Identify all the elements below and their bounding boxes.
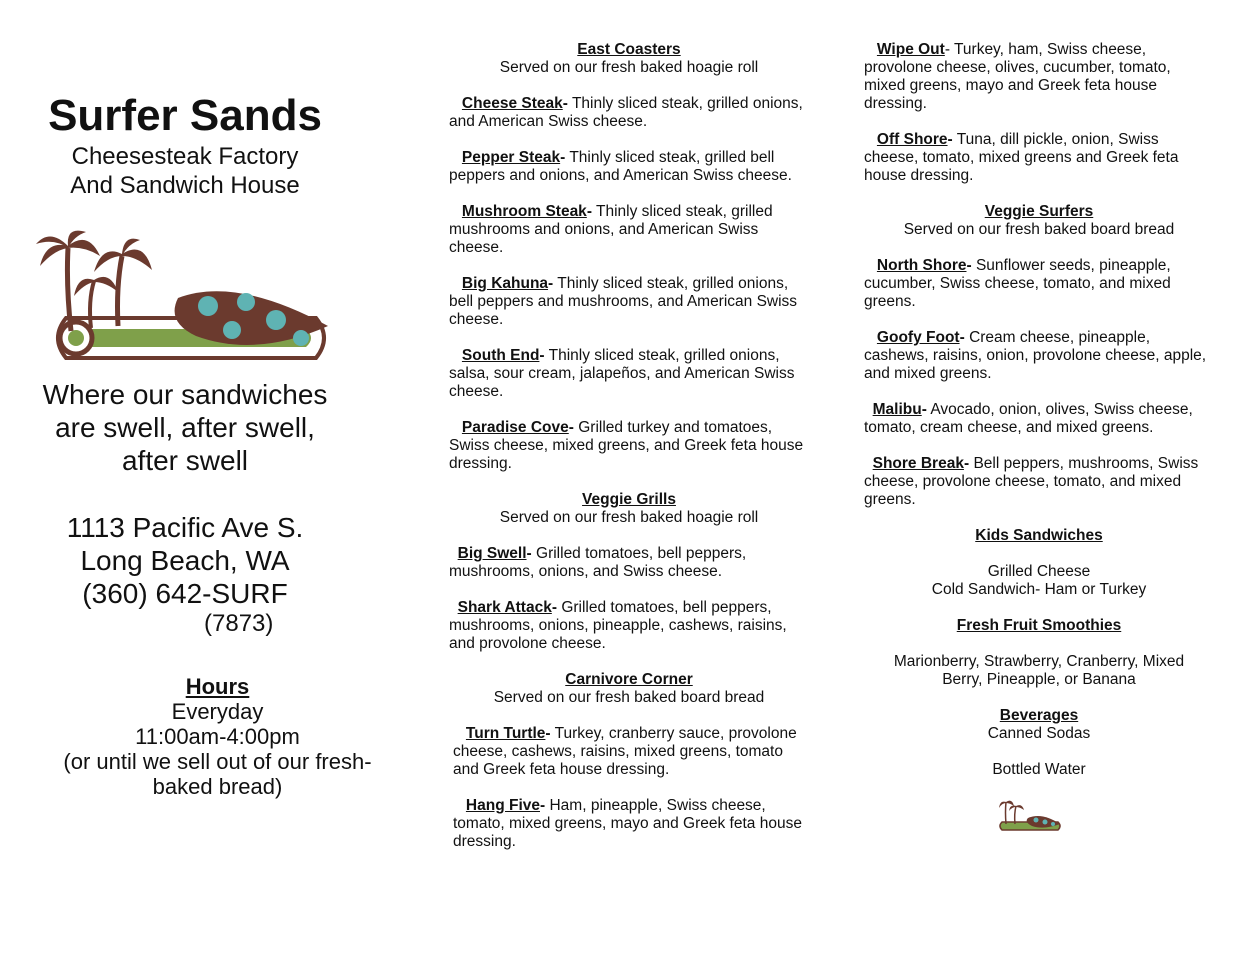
section-served-veggie-surfers: Served on our fresh baked board bread (903, 221, 1175, 238)
menu-item: North Shore- Sunflower seeds, pineapple, cucumber, Swiss cheese, tomato, and mixed greens. (864, 257, 1171, 310)
section-heading-carnivore-corner: Carnivore Corner (565, 671, 693, 688)
menu-item: Paradise Cove- Grilled turkey and tomatoes, Swiss cheese, mixed greens, and Greek feta house dressing. (449, 419, 804, 472)
menu-item: Big Kahuna- Thinly sliced steak, grilled onions, bell peppers and mushrooms, and American Swiss cheese. (449, 275, 798, 328)
menu-item: Shark Attack- Grilled tomatoes, bell peppers, mushrooms, onions, pineapple, cashews, raisins, and provolone cheese. (449, 599, 787, 652)
city-state: Long Beach, WA (80, 545, 290, 576)
menu-item-desc: Thinly sliced steak, grilled onions, and American Swiss cheese. (449, 95, 803, 130)
brand-header (20, 90, 350, 200)
street-address: 1113 Pacific Ave S. (66, 512, 304, 543)
smoothies-line-2: Berry, Pineapple, or Banana (942, 671, 1136, 688)
menu-item-desc: Bell peppers, mushrooms, Swiss cheese, provolone cheese, tomato, and mixed greens. (864, 455, 1199, 508)
menu-item-desc: Thinly sliced steak, grilled bell peppers and onions, and American Swiss cheese. (449, 149, 792, 184)
section-heading-east-coasters: East Coasters (577, 41, 681, 58)
menu-item-desc: Tuna, dill pickle, onion, Swiss cheese, tomato, mixed greens and Greek feta house dressing. (864, 131, 1179, 184)
menu-item: South End- Thinly sliced steak, grilled onions, salsa, sour cream, jalapeños, and American Swiss cheese. (449, 347, 795, 400)
kids-item-2: Cold Sandwich- Ham or Turkey (931, 581, 1147, 598)
small-palm-logo (998, 798, 1062, 832)
phone-number: (360) 642-SURF (82, 578, 288, 609)
tagline-line-3: after swell (121, 445, 249, 476)
menu-item: Turn Turtle- Turkey, cranberry sauce, provolone cheese, cashews, raisins, mixed greens, tomato and Greek feta house dressing. (453, 725, 797, 778)
palm-surfboard-icon (36, 226, 336, 368)
section-served-veggie-grills: Served on our fresh baked hoagie roll (499, 509, 759, 526)
menu-item: Pepper Steak- Thinly sliced steak, grilled bell peppers and onions, and American Swiss cheese. (449, 149, 792, 184)
menu-item: Mushroom Steak- Thinly sliced steak, grilled mushrooms and onions, and American Swiss cheese. (449, 203, 773, 256)
menu-item-name: Cheese Steak (461, 95, 563, 112)
menu-item-name: Wipe Out (876, 41, 945, 58)
section-heading-veggie-grills: Veggie Grills (582, 491, 676, 508)
menu-item-name: Mushroom Steak (461, 203, 587, 220)
section-heading-veggie-surfers: Veggie Surfers (984, 203, 1094, 220)
section-served-east-coasters: Served on our fresh baked hoagie roll (499, 59, 759, 76)
palm-surfboard-logo (36, 226, 336, 368)
beverage-bottled-water: Bottled Water (992, 761, 1086, 778)
address-block (20, 511, 350, 610)
subtitle-line-2: And Sandwich House (70, 172, 300, 199)
hours-days: Everyday (171, 699, 264, 724)
subtitle-line-1: Cheesesteak Factory (71, 143, 299, 170)
menu-item-desc: Sunflower seeds, pineapple, cucumber, Swiss cheese, tomato, and mixed greens. (864, 257, 1171, 310)
menu-item: Malibu- Avocado, onion, olives, Swiss cheese, tomato, cream cheese, and mixed greens. (864, 401, 1193, 436)
tagline-line-2: are swell, after swell, (55, 412, 315, 443)
menu-item-desc: Grilled tomatoes, bell peppers, mushrooms, onions, pineapple, cashews, raisins, and provolone cheese. (449, 599, 787, 652)
menu-item-name: Shark Attack (457, 599, 552, 616)
menu-item: Goofy Foot- Cream cheese, pineapple, cashews, raisins, onion, provolone cheese, apple, and mixed greens. (864, 329, 1207, 382)
smoothies-line-1: Marionberry, Strawberry, Cranberry, Mixed (893, 653, 1185, 670)
section-heading-smoothies: Fresh Fruit Smoothies (956, 617, 1122, 634)
tagline-line-1: Where our sandwiches (42, 379, 328, 410)
restaurant-name: Surfer Sands (48, 91, 322, 140)
menu-column-right (864, 41, 1214, 779)
hours-block (40, 674, 395, 799)
hours-note-line-2: baked bread) (152, 774, 283, 799)
menu-item-desc: Thinly sliced steak, grilled mushrooms and onions, and American Swiss cheese. (449, 203, 773, 256)
hours-heading: Hours (185, 674, 250, 699)
menu-item-name: Big Kahuna (461, 275, 549, 292)
menu-item-desc: Turkey, cranberry sauce, provolone cheese, cashews, raisins, mixed greens, tomato and Greek feta house dressing. (453, 725, 797, 778)
menu-item-desc: Grilled tomatoes, bell peppers, mushrooms, onions, and Swiss cheese. (449, 545, 747, 580)
menu-item-name: South End (461, 347, 540, 364)
menu-item: Cheese Steak- Thinly sliced steak, grilled onions, and American Swiss cheese. (449, 95, 803, 130)
menu-item: Big Swell- Grilled tomatoes, bell peppers, mushrooms, onions, and Swiss cheese. (449, 545, 747, 580)
menu-item-desc: Avocado, onion, olives, Swiss cheese, tomato, cream cheese, and mixed greens. (864, 401, 1193, 436)
menu-item: Off Shore- Tuna, dill pickle, onion, Swiss cheese, tomato, mixed greens and Greek feta house dressing. (864, 131, 1179, 184)
menu-item-desc: Grilled turkey and tomatoes, Swiss cheese, mixed greens, and Greek feta house dressing. (449, 419, 804, 472)
section-heading-beverages: Beverages (999, 707, 1079, 724)
menu-item-name: Malibu (872, 401, 922, 418)
hours-time: 11:00am-4:00pm (135, 724, 300, 749)
menu-item-desc: Thinly sliced steak, grilled onions, bell peppers and mushrooms, and American Swiss cheese. (449, 275, 798, 328)
kids-item-1: Grilled Cheese (987, 563, 1091, 580)
menu-item-name: Hang Five (465, 797, 540, 814)
section-heading-kids: Kids Sandwiches (975, 527, 1103, 544)
menu-item: Hang Five- Ham, pineapple, Swiss cheese, tomato, mixed greens, mayo and Greek feta house dressing. (453, 797, 802, 850)
menu-item-name: Off Shore (876, 131, 948, 148)
small-palm-icon (998, 798, 1062, 832)
menu-item-desc: Ham, pineapple, Swiss cheese, tomato, mixed greens, mayo and Greek feta house dressing. (453, 797, 802, 850)
menu-item: Wipe Out- Turkey, ham, Swiss cheese, provolone cheese, olives, cucumber, tomato, mixed greens, mayo and Greek feta house dressing. (864, 41, 1171, 112)
menu-item-desc: Turkey, ham, Swiss cheese, provolone cheese, olives, cucumber, tomato, mixed greens, mayo and Greek feta house dressing. (864, 41, 1171, 112)
menu-item-name: Paradise Cove (461, 419, 569, 436)
menu-column-middle (449, 41, 809, 851)
menu-item-desc: Thinly sliced steak, grilled onions, salsa, sour cream, jalapeños, and American Swiss cheese. (449, 347, 795, 400)
menu-item-name: Shore Break (872, 455, 964, 472)
menu-item-name: Big Swell (457, 545, 527, 562)
menu-item-name: Goofy Foot (876, 329, 960, 346)
menu-item-name: Turn Turtle (465, 725, 546, 742)
menu-item-name: Pepper Steak (461, 149, 561, 166)
menu-item: Shore Break- Bell peppers, mushrooms, Swiss cheese, provolone cheese, tomato, and mixed greens. (864, 455, 1199, 508)
phone-digits: (7873) (204, 610, 274, 637)
menu-item-name: North Shore (876, 257, 967, 274)
section-served-carnivore-corner: Served on our fresh baked board bread (493, 689, 765, 706)
hours-note-line-1: (or until we sell out of our fresh- (63, 749, 372, 774)
beverage-canned-sodas: Canned Sodas (987, 725, 1091, 742)
tagline (20, 378, 350, 477)
menu-item-desc: Cream cheese, pineapple, cashews, raisins, onion, provolone cheese, apple, and mixed greens. (864, 329, 1207, 382)
